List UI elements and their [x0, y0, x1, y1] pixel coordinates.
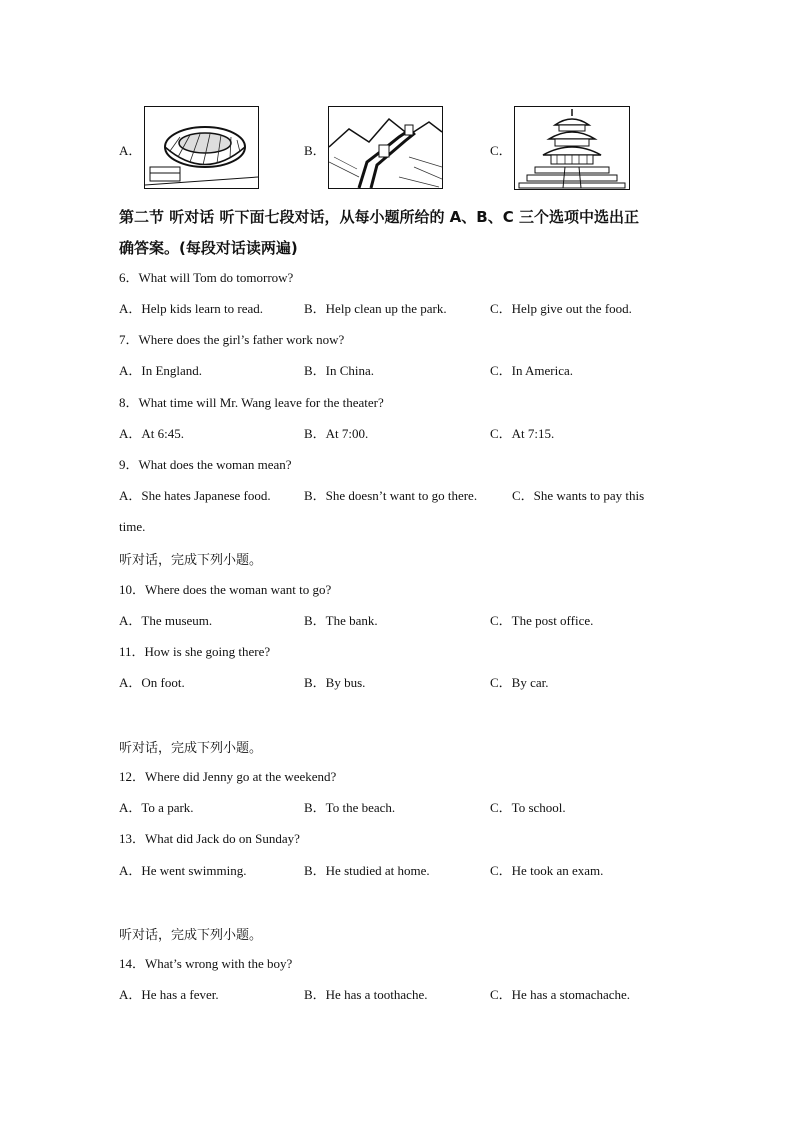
- q11-option-a: A．On foot.: [119, 675, 185, 690]
- q13-option-a: A．He went swimming.: [119, 863, 247, 878]
- instruction-3: 听对话，完成下列小题。: [119, 928, 263, 943]
- q12-option-a: A．To a park.: [119, 800, 194, 815]
- question-9: 9．What does the woman mean?: [119, 457, 292, 472]
- q10-option-a: A．The museum.: [119, 613, 213, 628]
- q13-option-c: C．He took an exam.: [490, 863, 604, 878]
- q11-option-b: B．By bus.: [304, 675, 366, 690]
- q12-option-c: C．To school.: [490, 800, 566, 815]
- q7-option-b: B．In China.: [304, 363, 375, 378]
- q10-option-c: C．The post office.: [490, 613, 594, 628]
- option-c-label: C．: [490, 143, 512, 158]
- q12-option-b: B．To the beach.: [304, 800, 396, 815]
- q8-option-c: C．At 7:15.: [490, 426, 555, 441]
- q14-option-b: B．He has a toothache.: [304, 987, 428, 1002]
- q9-option-c: C．She wants to pay this: [512, 488, 645, 503]
- question-14: 14．What’s wrong with the boy?: [119, 956, 293, 971]
- question-11: 11．How is she going there?: [119, 644, 271, 659]
- option-b-label: B．: [304, 143, 326, 158]
- question-7: 7．Where does the girl’s father work now?: [119, 332, 345, 347]
- option-a-label: A．: [119, 143, 142, 158]
- question-6: 6．What will Tom do tomorrow?: [119, 270, 294, 285]
- q14-option-c: C．He has a stomachache.: [490, 987, 631, 1002]
- question-8: 8．What time will Mr. Wang leave for the theater?: [119, 395, 384, 410]
- q9-option-c-continued: time.: [119, 519, 146, 534]
- q13-option-b: B．He studied at home.: [304, 863, 430, 878]
- q8-option-a: A．At 6:45.: [119, 426, 185, 441]
- instruction-2: 听对话，完成下列小题。: [119, 741, 263, 756]
- stadium-icon: [144, 106, 259, 189]
- q6-option-a: A．Help kids learn to read.: [119, 301, 264, 316]
- q10-option-b: B．The bank.: [304, 613, 378, 628]
- instruction-1: 听对话，完成下列小题。: [119, 553, 263, 568]
- q14-option-a: A．He has a fever.: [119, 987, 219, 1002]
- q9-option-a: A．She hates Japanese food.: [119, 488, 271, 503]
- q6-option-c: C．Help give out the food.: [490, 301, 632, 316]
- question-13: 13．What did Jack do on Sunday?: [119, 831, 300, 846]
- section-heading-line2: 确答案。(每段对话读两遍): [119, 239, 298, 257]
- q11-option-c: C．By car.: [490, 675, 549, 690]
- q6-option-b: B．Help clean up the park.: [304, 301, 447, 316]
- temple-of-heaven-icon: [514, 106, 630, 190]
- section-heading-line1: 第二节 听对话 听下面七段对话，从每小题所给的 A、B、C 三个选项中选出正: [119, 208, 639, 226]
- q9-option-b: B．She doesn’t want to go there.: [304, 488, 478, 503]
- great-wall-icon: [328, 106, 443, 189]
- q7-option-a: A．In England.: [119, 363, 203, 378]
- question-10: 10．Where does the woman want to go?: [119, 582, 332, 597]
- q7-option-c: C．In America.: [490, 363, 574, 378]
- question-12: 12．Where did Jenny go at the weekend?: [119, 769, 337, 784]
- q8-option-b: B．At 7:00.: [304, 426, 369, 441]
